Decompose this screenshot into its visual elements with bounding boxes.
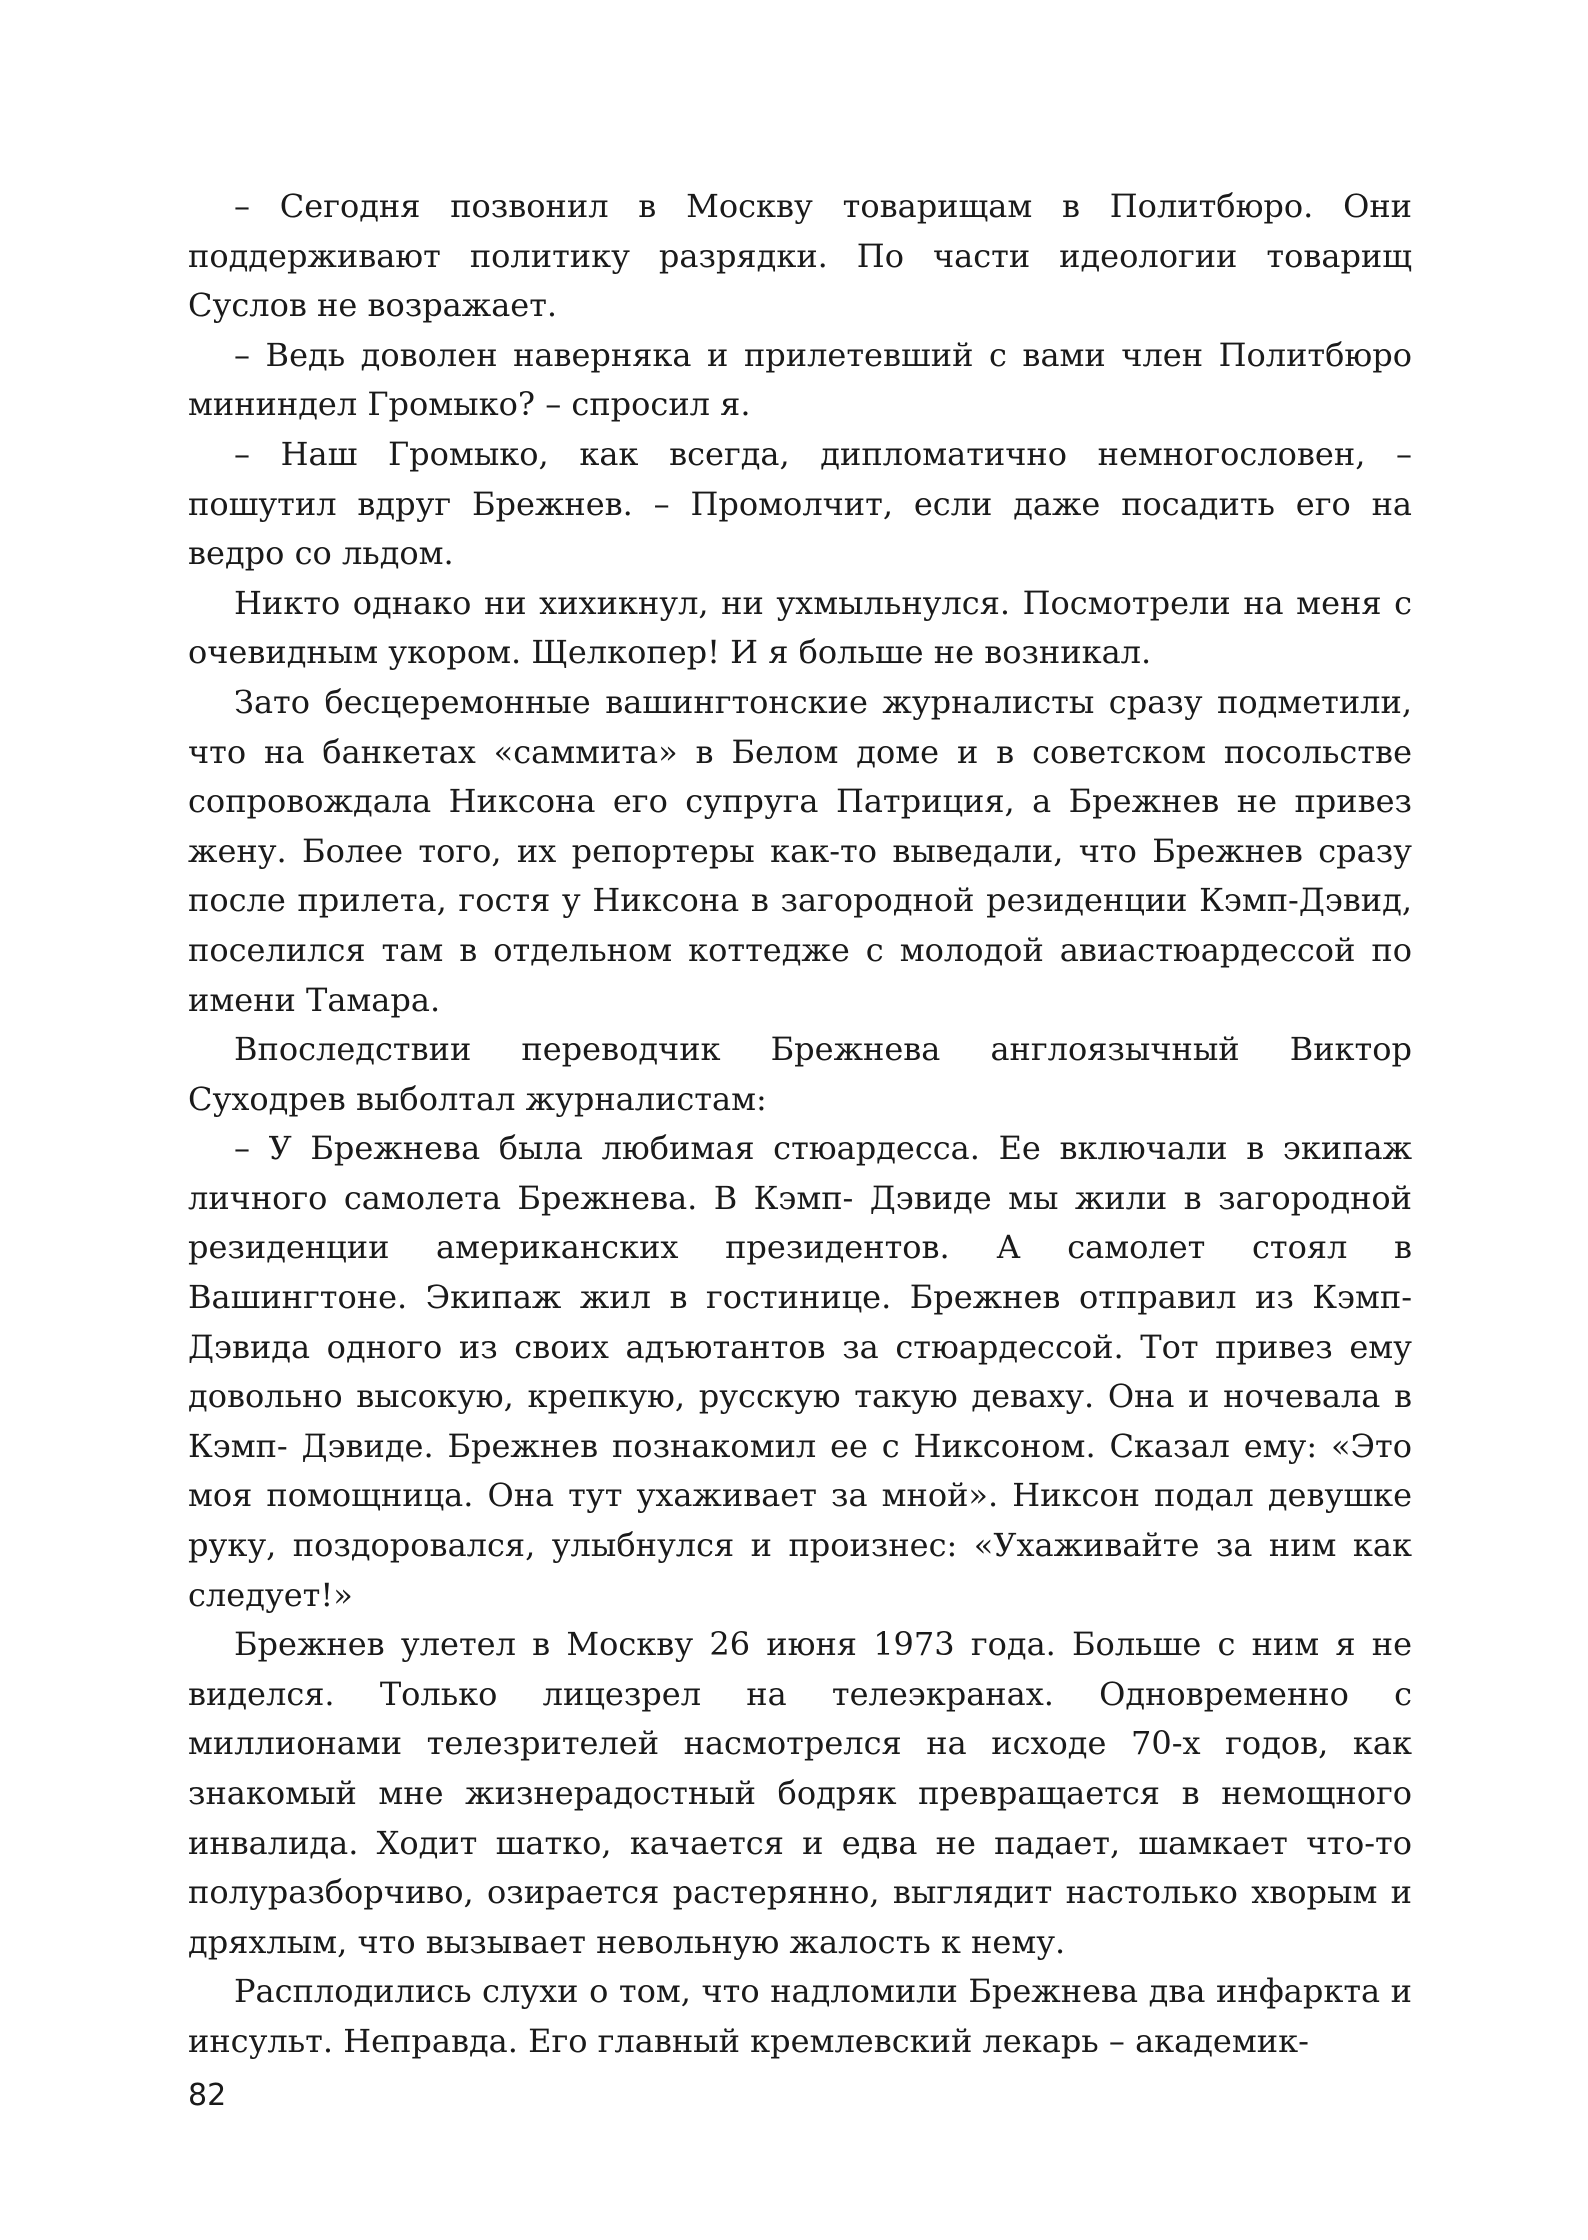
paragraph-2: – Ведь доволен наверняка и прилетевший с вами член Политбюро мининдел Громыко? – спросил я. bbox=[188, 335, 1412, 424]
paragraph-3: – Наш Громыко, как всегда, дипломатично немногословен, – пошутил вдруг Брежнев. – Промолчит, если даже посадить его на ведро со льдом. bbox=[188, 434, 1412, 573]
paragraph-8: Брежнев улетел в Москву 26 июня 1973 года. Больше с ним я не виделся. Только лицезрел на телеэкранах. Одновременно с миллионами телезрителей насмотрелся на исходе 70-х годов, как знакомый мне жизнерадостный бодряк превращается в немощного инвалида. Ходит шатко, качается и едва не падает, шамкает что-то полуразборчиво, озирается растерянно, выглядит настолько хворым и дряхлым, что вызывает невольную жалость к нему. bbox=[188, 1625, 1412, 1961]
paragraph-4: Никто однако ни хихикнул, ни ухмыльнулся. Посмотрели на меня с очевидным укором. Щелкопер! И я больше не возникал. bbox=[188, 583, 1412, 672]
paragraph-1: – Сегодня позвонил в Москву товарищам в Политбюро. Они поддерживают политику разрядки. По части идеологии товарищ Суслов не возражает. bbox=[188, 187, 1412, 325]
paragraph-5: Зато бесцеремонные вашингтонские журналисты сразу подметили, что на банкетах «саммита» в Белом доме и в советском посольстве сопровождала Никсона его супруга Патриция, а Брежнев не привез жену. Более того, их репортеры как-то выведали, что Брежнев сразу после прилета, гостя у Никсона в загородной резиденции Кэмп-Дэвид, поселился там в отдельном коттедже с молодой авиастюардессой по имени Тамара. bbox=[188, 682, 1412, 1019]
paragraph-6: Впоследствии переводчик Брежнева англоязычный Виктор Суходрев выболтал журналистам: bbox=[188, 1030, 1412, 1118]
paragraph-9: Расплодились слухи о том, что надломили Брежнева два инфаркта и инсульт. Неправда. Его главный кремлевский лекарь – академик- bbox=[188, 1972, 1412, 2060]
page-number: 82 bbox=[188, 2078, 227, 2113]
paragraph-7: – У Брежнева была любимая стюардесса. Ее включали в экипаж личного самолета Брежнева. В Кэмп- Дэвиде мы жили в загородной резиденции американских президентов. А самолет стоял в Вашингтоне. Экипаж жил в гостинице. Брежнев отправил из Кэмп- Дэвида одного из своих адъютантов за стюардессой. Тот привез ему довольно высокую, крепкую, русскую такую деваху. Она и ночевала в Кэмп- Дэвиде. Брежнев познакомил ее с Никсоном. Сказал ему: «Это моя помощница. Она тут ухаживает за мной». Никсон подал девушке руку, поздоровался, улыбнулся и произнес: «Ухаживайте за ним как следует!» bbox=[188, 1129, 1412, 1614]
page-body-text bbox=[188, 182, 1412, 2067]
